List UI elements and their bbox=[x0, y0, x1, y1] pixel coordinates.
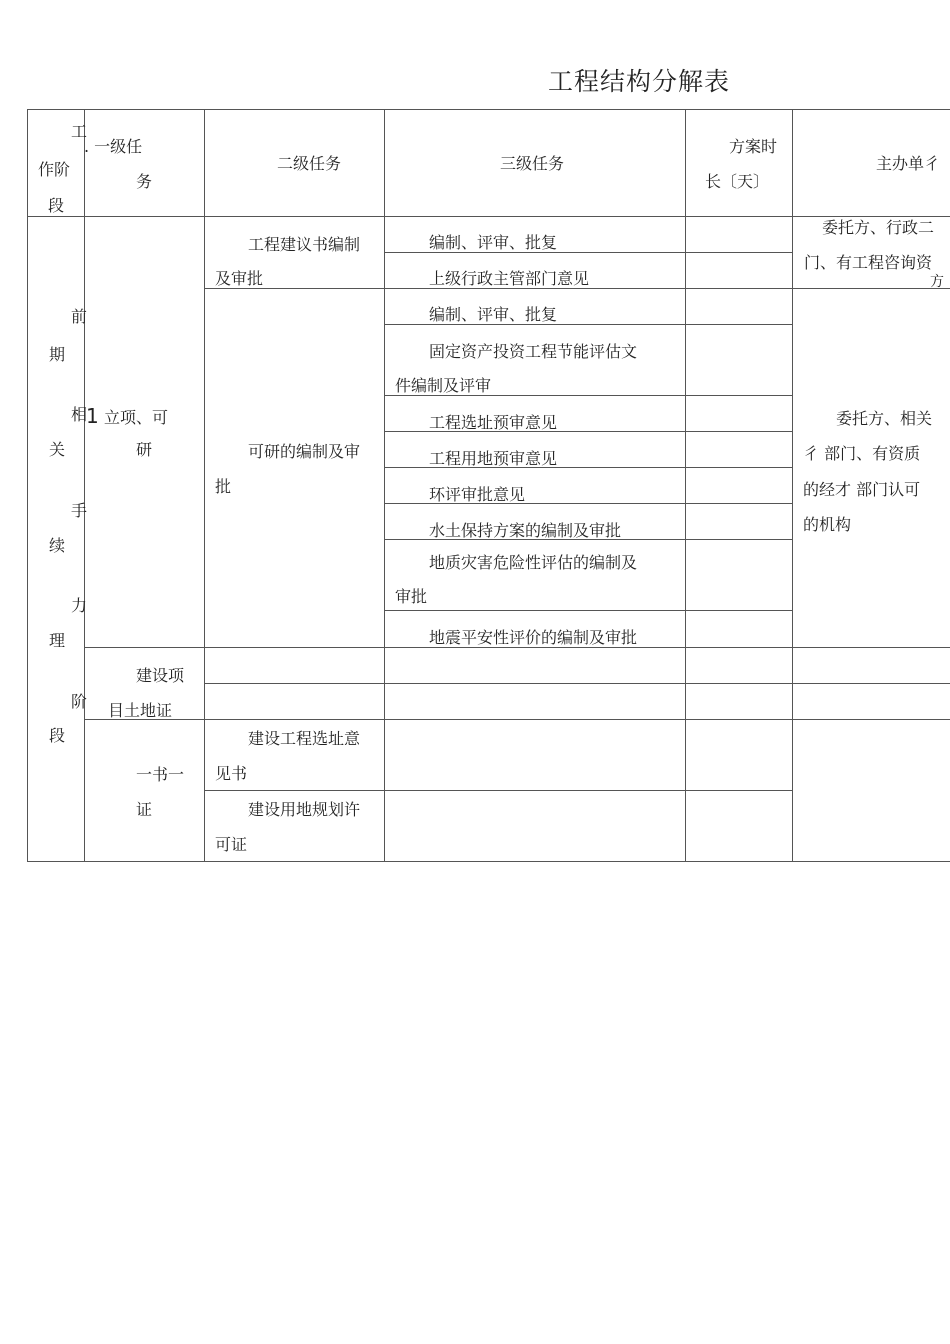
level2-site: 建设工程选址意 bbox=[248, 729, 361, 748]
level3-task: 环评审批意见 bbox=[429, 485, 526, 504]
col-divider bbox=[685, 109, 686, 862]
stage-char: 阶 bbox=[71, 692, 88, 711]
level3-task: 工程用地预审意见 bbox=[429, 449, 558, 468]
owner-text: 彳 部门、有资质 bbox=[803, 444, 921, 463]
level3-task: 编制、评审、批复 bbox=[429, 305, 558, 324]
header-duration: 长〔天〕 bbox=[705, 172, 770, 191]
header-stage: 段 bbox=[48, 196, 65, 215]
stage-char: 手 bbox=[71, 501, 88, 520]
header-stage: 工 bbox=[71, 122, 88, 141]
table-border-top bbox=[27, 109, 950, 110]
level3-task: 审批 bbox=[395, 587, 428, 606]
row-divider bbox=[84, 719, 950, 720]
header-level3: 三级任务 bbox=[500, 154, 565, 173]
row-divider bbox=[204, 790, 792, 791]
row-divider bbox=[384, 610, 792, 611]
level3-task: 固定资产投资工程节能评估文 bbox=[429, 342, 638, 361]
level3-task: 工程选址预审意见 bbox=[429, 413, 558, 432]
stage-char: 前 bbox=[71, 307, 88, 326]
stage-char: 续 bbox=[49, 536, 66, 555]
level2-planning: 建设用地规划许 bbox=[248, 800, 361, 819]
level3-task: 地震平安性评价的编制及审批 bbox=[429, 628, 638, 647]
stage-char: 理 bbox=[49, 631, 66, 650]
level2-proposal: 工程建议书编制 bbox=[248, 235, 361, 254]
level2-site: 见书 bbox=[215, 764, 248, 783]
table-border-bottom bbox=[27, 861, 950, 862]
stage-char: 关 bbox=[49, 440, 66, 459]
table-border-left bbox=[27, 109, 28, 862]
level3-task: 上级行政主管部门意见 bbox=[429, 269, 590, 288]
level1-approval: 研 bbox=[136, 440, 153, 459]
header-level1: . 一级任 bbox=[84, 137, 143, 156]
header-level2: 二级任务 bbox=[277, 154, 342, 173]
col-divider bbox=[792, 109, 793, 862]
level2-feasibility: 可研的编制及审 bbox=[248, 442, 361, 461]
level1-permit: 证 bbox=[136, 800, 153, 819]
level1-permit: 一书一 bbox=[136, 765, 185, 784]
stage-char: 期 bbox=[49, 345, 66, 364]
level3-task: 地质灾害危险性评估的编制及 bbox=[429, 553, 638, 572]
level1-approval: 立项、可 bbox=[104, 408, 169, 427]
level3-task: 件编制及评审 bbox=[395, 376, 492, 395]
owner-text: 委托方、行政二 bbox=[822, 218, 935, 237]
stage-char: 力 bbox=[71, 596, 88, 615]
level1-land: 建设项 bbox=[136, 666, 185, 685]
header-owner: 主办单彳 bbox=[876, 154, 941, 173]
header-level1: 务 bbox=[136, 172, 153, 191]
level2-planning: 可证 bbox=[215, 835, 248, 854]
row-divider bbox=[204, 683, 950, 684]
owner-text: 方 bbox=[930, 274, 944, 290]
stage-char: 相 bbox=[71, 405, 88, 424]
level1-number: 1 bbox=[86, 404, 99, 428]
header-duration: 方案时 bbox=[729, 137, 778, 156]
page-title: 工程结构分解表 bbox=[548, 67, 731, 96]
table-header-divider bbox=[27, 216, 950, 217]
owner-text: 委托方、相关 bbox=[836, 409, 933, 428]
col-divider bbox=[84, 109, 85, 862]
level3-task: 编制、评审、批复 bbox=[429, 233, 558, 252]
col-divider bbox=[384, 109, 385, 862]
owner-text: 的经才 部门认可 bbox=[803, 480, 921, 499]
owner-text: 的机构 bbox=[803, 515, 852, 534]
level2-feasibility: 批 bbox=[215, 477, 232, 496]
level3-task: 水土保持方案的编制及审批 bbox=[429, 521, 622, 540]
header-stage: 作阶 bbox=[38, 160, 71, 179]
owner-text: 门、有工程咨询资 bbox=[804, 253, 933, 272]
col-divider bbox=[204, 109, 205, 862]
stage-char: 段 bbox=[49, 726, 66, 745]
level1-land: 目土地证 bbox=[108, 701, 173, 720]
level2-proposal: 及审批 bbox=[215, 269, 264, 288]
